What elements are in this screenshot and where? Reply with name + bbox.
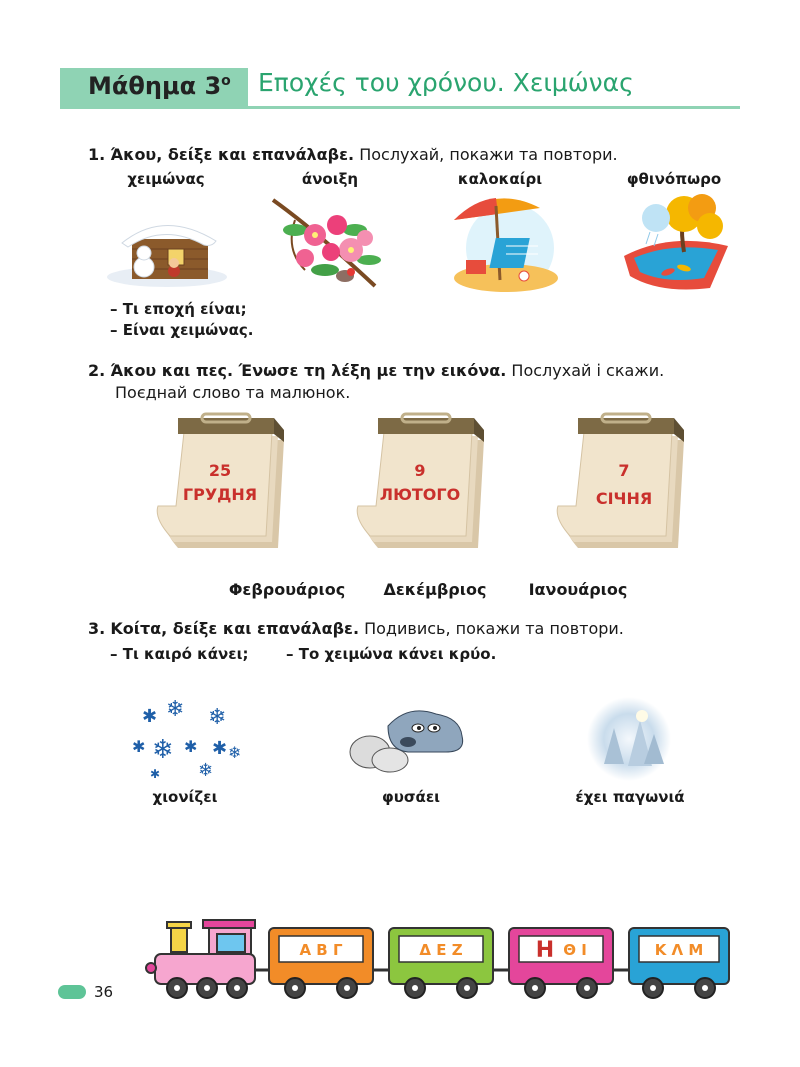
train-wagon-2: [389, 928, 493, 998]
svg-text:✱: ✱: [184, 737, 198, 756]
header-underline: [60, 106, 740, 109]
snowflakes-image: [128, 700, 244, 780]
svg-text:❄: ❄: [166, 700, 185, 722]
svg-text:❄: ❄: [228, 743, 242, 762]
task1-instruction: 1. Άκου, δείξε και επανάλαβε. Послухай, покажи та повтори.: [88, 145, 618, 164]
calendar-month: СІЧНЯ: [595, 489, 653, 508]
svg-text:✱: ✱: [132, 737, 146, 756]
wagon-1-letters: Α Β Γ: [299, 941, 343, 959]
train-wagon-4: [629, 928, 729, 998]
frost-forest-image: [584, 694, 674, 784]
calendar-feb-9: [348, 412, 488, 558]
month-word-february[interactable]: Φεβρουάριος: [228, 580, 346, 599]
season-label-spring: άνοιξη: [301, 170, 359, 188]
task1-dialog: [110, 299, 253, 341]
page-title: Εποχές του χρόνου. Χειμώνας: [258, 68, 634, 97]
task3-question: – Τι καιρό κάνει;: [110, 645, 249, 663]
train-engine: [146, 920, 255, 998]
svg-text:✱: ✱: [212, 738, 228, 759]
wind-cloud-image: [348, 700, 472, 780]
task3-instruction: 3. Κοίτα, δείξε και επανάλαβε. Подивись, покажи та повтори.: [88, 619, 624, 638]
svg-text:✱: ✱: [150, 767, 161, 780]
lesson-label: Μάθημα $3^o$: [88, 72, 231, 100]
svg-text:✱: ✱: [142, 706, 158, 727]
summer-beach-image: [444, 190, 564, 294]
page-number-marker: [58, 985, 86, 999]
wagon-3-letters: Θ Ι: [563, 941, 587, 959]
weather-label-frost: έχει παγωνιά: [575, 788, 685, 806]
calendar-month: ЛЮТОГО: [379, 485, 461, 504]
month-word-december[interactable]: Δεκέμβριος: [383, 580, 487, 599]
lesson-badge: [60, 68, 248, 108]
task3-answer: – Το χειμώνα κάνει κρύο.: [286, 645, 497, 663]
season-label-winter: χειμώνας: [127, 170, 205, 188]
spring-flowers-image: [265, 190, 391, 295]
wagon-3-big-letter: Η: [535, 938, 555, 963]
svg-text:❄: ❄: [208, 705, 227, 730]
train-wagon-1: [269, 928, 373, 998]
wagon-2-letters: Δ Ε Ζ: [419, 941, 463, 959]
dialog-answer: – Είναι χειμώνας.: [110, 321, 254, 339]
alphabet-train: [145, 918, 735, 1002]
calendar-day: 25: [208, 461, 232, 480]
season-label-autumn: φθινόπωρο: [626, 170, 722, 188]
train-wagon-3: [509, 928, 613, 998]
calendar-day: 7: [618, 461, 630, 480]
season-label-summer: καλοκαίρι: [457, 170, 543, 188]
calendar-month: ГРУДНЯ: [182, 485, 258, 504]
task2-instruction-line2: Поєднай слово та малюнок.: [115, 383, 351, 402]
dialog-question: – Τι εποχή είναι;: [110, 300, 247, 318]
weather-label-windy: φυσάει: [381, 788, 441, 806]
wagon-4-letters: Κ Λ Μ: [654, 941, 704, 959]
svg-text:❄: ❄: [198, 760, 214, 780]
calendar-jan-7: [548, 412, 688, 558]
weather-label-snowing: χιονίζει: [152, 788, 218, 806]
task2-instruction: 2. Άκου και πες. Ένωσε τη λέξη με την εικόνα. Послухай і скажи. Поєднай слово та малюнок.: [88, 360, 768, 404]
calendar-dec-25: [148, 412, 288, 558]
calendar-day: 9: [414, 461, 426, 480]
winter-house-image: [104, 205, 230, 290]
month-word-january[interactable]: Ιανουάριος: [528, 580, 628, 599]
page-number: 36: [94, 983, 114, 1001]
autumn-umbrella-image: [620, 192, 736, 294]
svg-text:❄: ❄: [152, 735, 174, 765]
